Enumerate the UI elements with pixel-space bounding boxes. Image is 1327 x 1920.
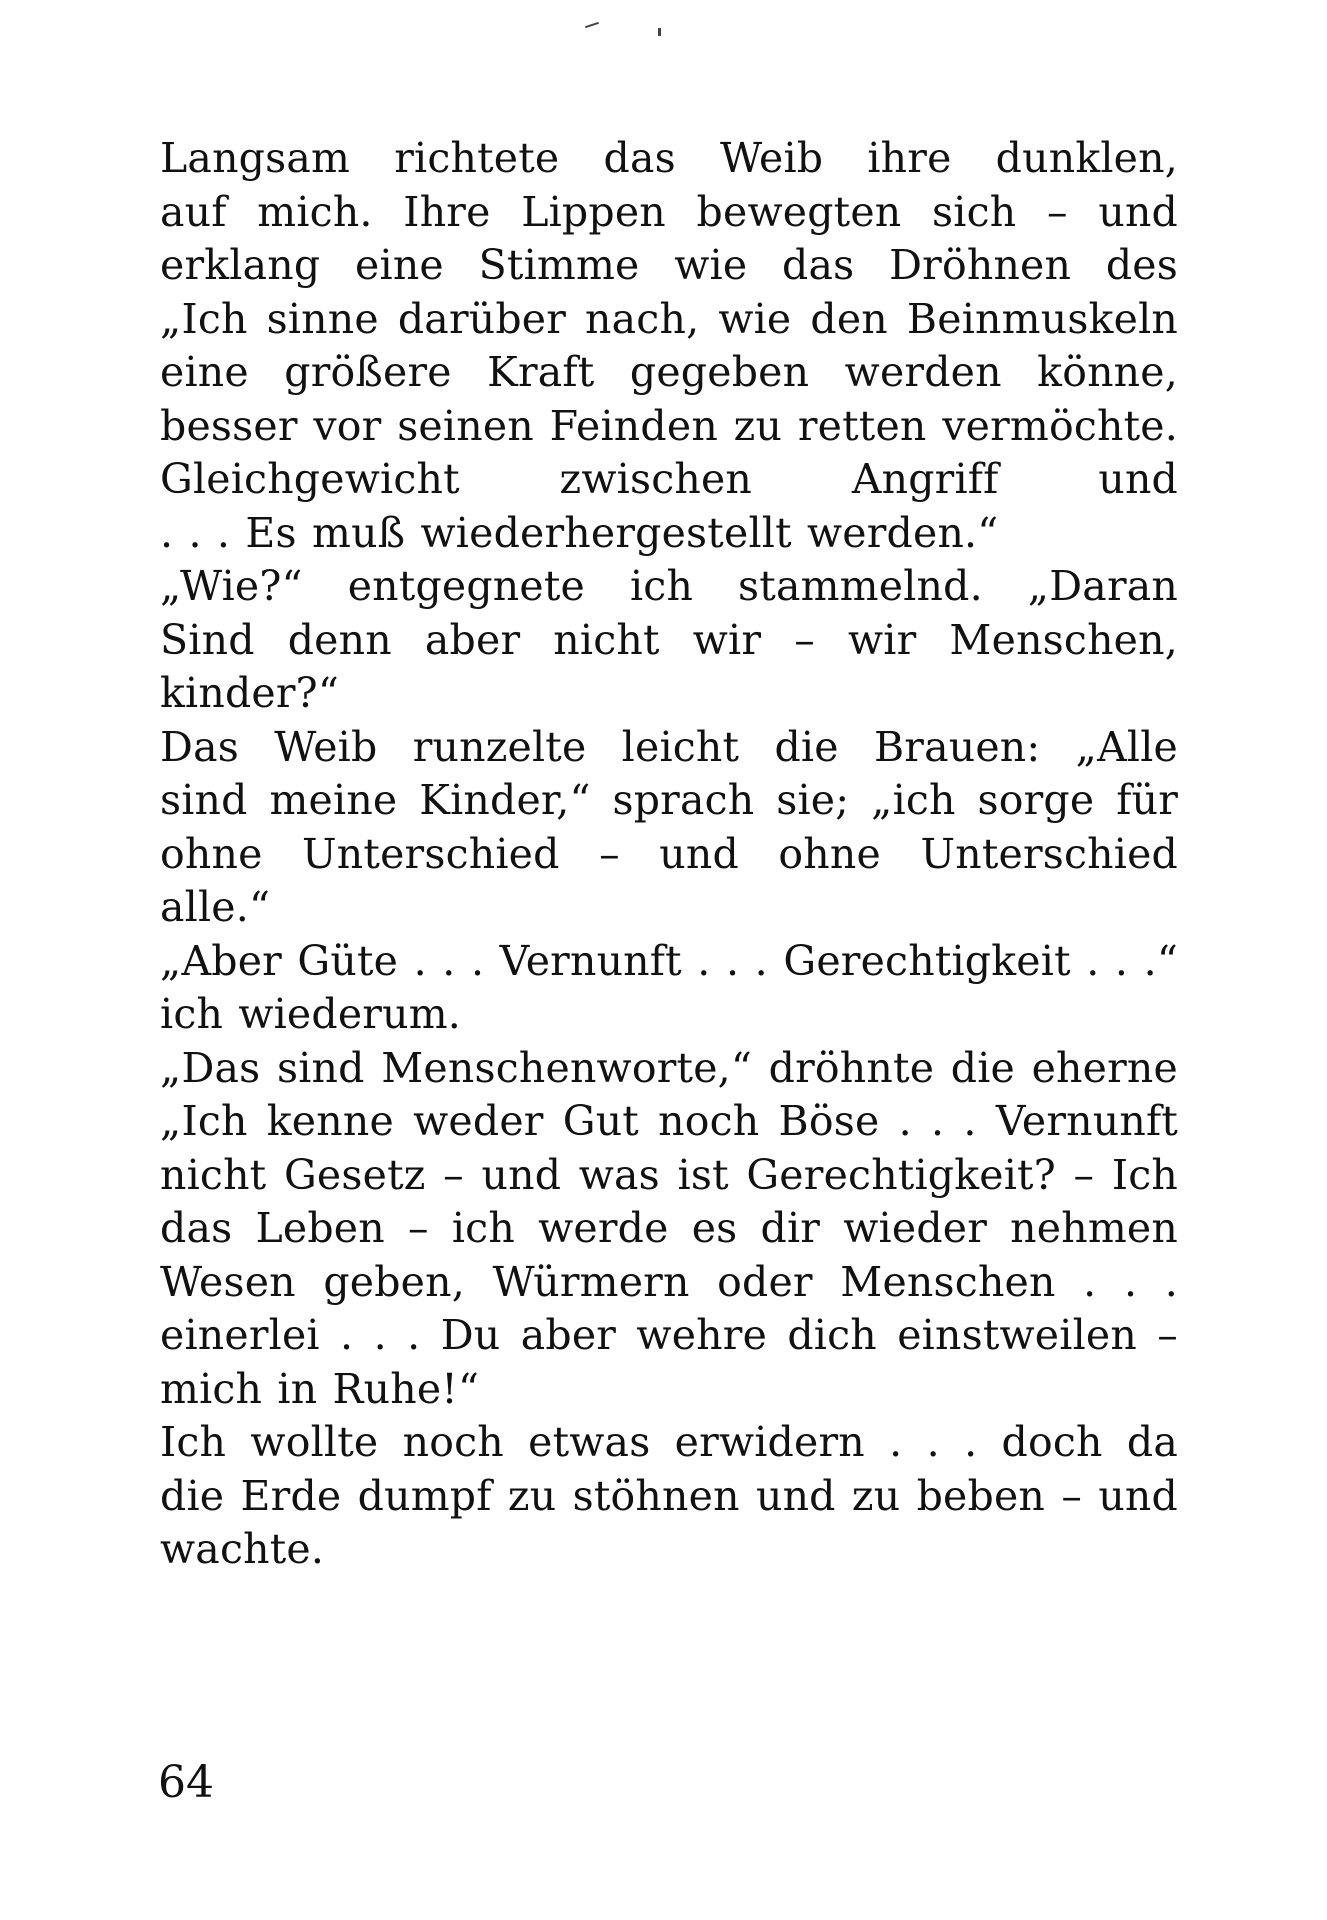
text-line: Wesen geben, Würmern oder Menschen . . . — [160, 1257, 1178, 1306]
text-line: „Das sind Menschenworte,“ dröhnte die eherne — [160, 1043, 1178, 1092]
text-line: „Ich kenne weder Gut noch Böse . . . Vernunft — [160, 1097, 1178, 1145]
text-line: alle.“ — [160, 883, 271, 931]
text-line: „Aber Güte . . . Vernunft . . . Gerechtigkeit . . .“ — [160, 936, 1178, 985]
text-line: erklang eine Stimme wie das Dröhnen des — [160, 241, 1178, 289]
text-line: Langsam richtete das Weib ihre dunklen, — [160, 134, 1178, 182]
text-line: das Leben – ich werde es dir wieder nehmen — [160, 1204, 1178, 1252]
text-line: eine größere Kraft gegeben werden könne, — [160, 348, 1178, 396]
text-line: auf mich. Ihre Lippen bewegten sich – und — [160, 187, 1178, 236]
text-line: . . . Es muß wiederhergestellt werden.“ — [160, 508, 999, 557]
text-line: Gleichgewicht zwischen Angriff und — [160, 455, 1178, 503]
text-line: ohne Unterschied – und ohne Unterschied — [160, 829, 1178, 878]
text-line: mich in Ruhe!“ — [160, 1364, 480, 1413]
print-speck — [658, 28, 661, 36]
text-line: wachte. — [160, 1525, 325, 1573]
text-line: „Ich sinne darüber nach, wie den Beinmuskeln — [160, 294, 1178, 343]
text-line: kinder?“ — [160, 669, 340, 717]
text-line: einerlei . . . Du aber wehre dich einstweilen – — [160, 1311, 1178, 1359]
text-line: die Erde dumpf zu stöhnen und zu beben – und — [160, 1471, 1178, 1520]
text-line: „Wie?“ entgegnete ich stammelnd. „Daran — [160, 562, 1178, 610]
text-line: ich wiederum. — [160, 990, 462, 1038]
print-speck — [585, 22, 599, 28]
body-text — [160, 132, 1178, 1577]
text-line: Sind denn aber nicht wir – wir Menschen, — [160, 615, 1178, 664]
text-line: Das Weib runzelte leicht die Brauen: „Alle — [160, 722, 1178, 771]
text-line: sind meine Kinder,“ sprach sie; „ich sorge für — [160, 776, 1178, 824]
page-number: 64 — [158, 1757, 214, 1808]
text-line: nicht Gesetz – und was ist Gerechtigkeit? – Ich — [160, 1150, 1178, 1199]
text-line: Ich wollte noch etwas erwidern . . . doch da — [160, 1418, 1178, 1466]
text-line: besser vor seinen Feinden zu retten vermöchte. — [160, 401, 1178, 450]
